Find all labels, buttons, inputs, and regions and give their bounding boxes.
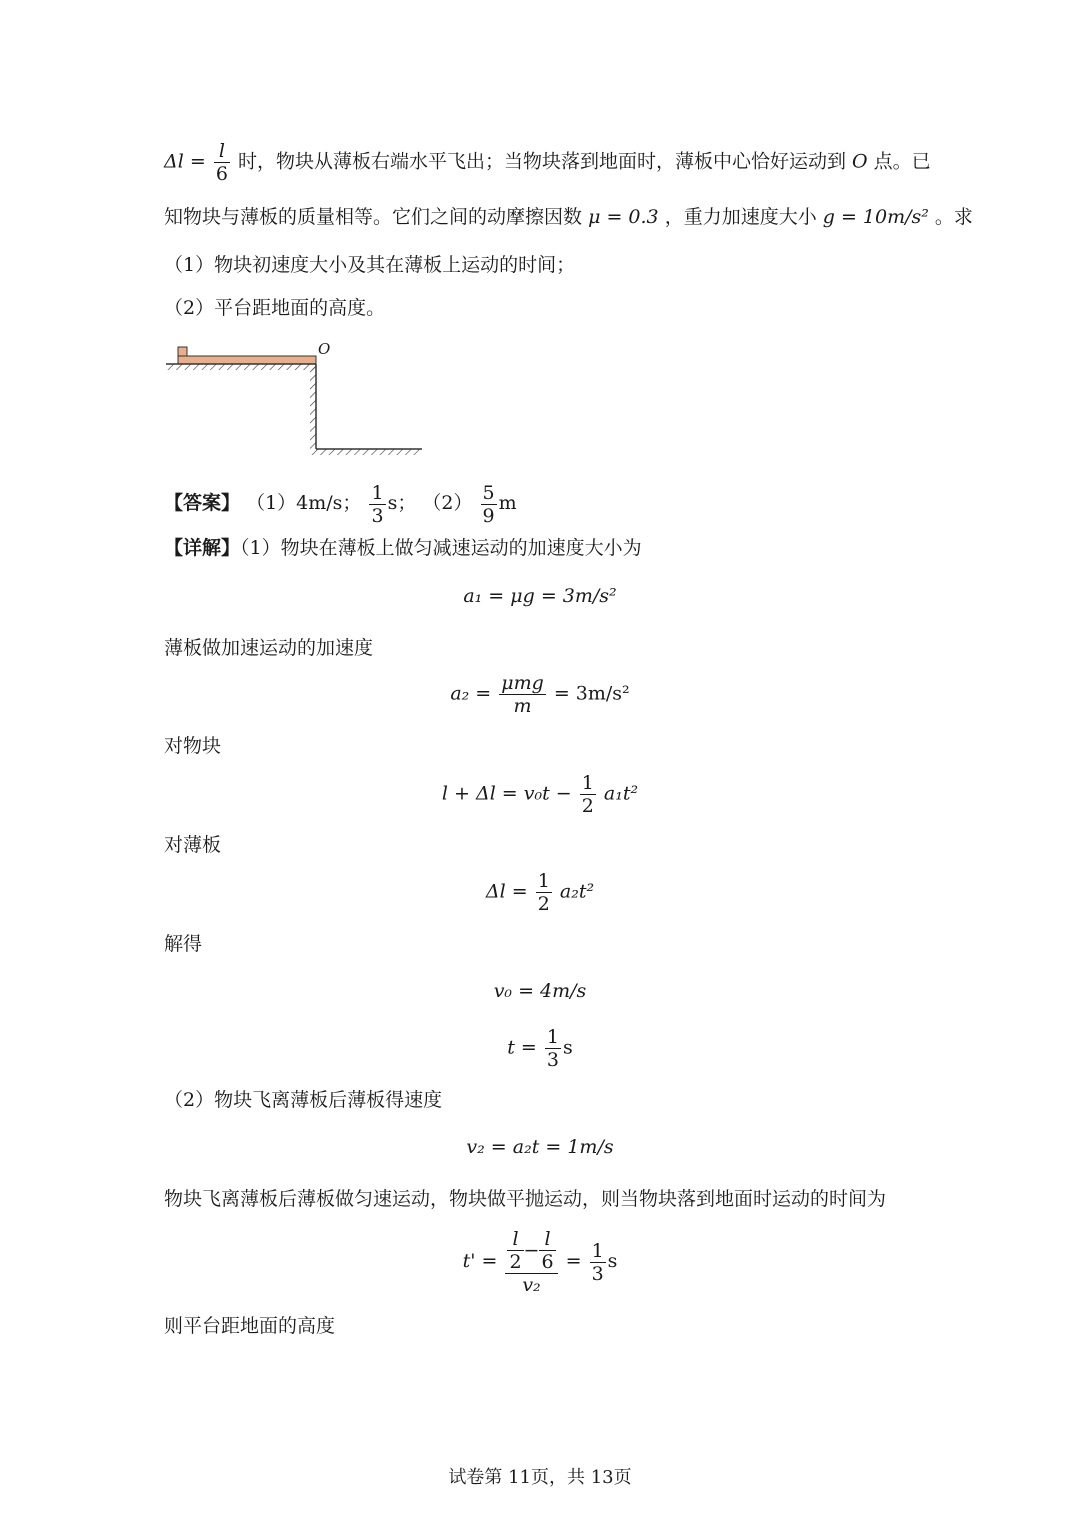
detail-intro: 【详解】（1）物块在薄板上做匀减速运动的加速度大小为 xyxy=(164,537,642,559)
equation-4: Δl = $\frac{1}{2}$ a₂t² xyxy=(485,870,595,915)
text-3: 对物块 xyxy=(164,735,222,757)
text-8: 物块飞离薄板后薄板做匀速运动，物块做平抛运动，则当物块落到地面时运动的时间为 xyxy=(164,1188,887,1210)
delta-l: Δl = xyxy=(164,150,206,173)
equation-1: a₁ = μg = 3m/s² xyxy=(463,585,617,607)
text-2: 薄板做加速运动的加速度 xyxy=(164,637,374,659)
equation-6: t = $\frac{1}{3}$ s xyxy=(507,1026,573,1071)
equation-2: a₂ = $\frac{\text{μmg}}{m}$ = 3m/s² xyxy=(450,672,630,717)
platform-diagram xyxy=(160,335,430,460)
page-footer: 试卷第 11页，共 13页 xyxy=(448,1467,632,1488)
equation-8: t' = $\frac{l}{2}$ − $\frac{l}{6}$ v₂ = $\frac{1}{3}$ s xyxy=(462,1228,618,1296)
answer-fraction-1: $\frac{1}{3}$ xyxy=(371,481,384,527)
equation-3: l + Δl = v₀t − $\frac{1}{2}$ a₁t² xyxy=(441,772,639,817)
fraction-l-over-6: $\frac{l}{6}$ xyxy=(215,140,228,185)
text-4: 对薄板 xyxy=(164,834,222,856)
equation-7: v₂ = a₂t = 1m/s xyxy=(466,1136,614,1158)
platform-hatch xyxy=(166,364,316,370)
plank xyxy=(178,356,316,364)
question-2: （2）平台距地面的高度。 xyxy=(164,297,386,319)
detail-label: 【详解】 xyxy=(164,537,241,559)
ground-hatch xyxy=(310,449,422,455)
answer-fraction-2: $\frac{5}{9}$ xyxy=(482,481,495,527)
intro-line-1: Δl = $\frac{l}{6}$ 时，物块从薄板右端水平飞出；当物块落到地面时，薄板中心恰好运动到 O 点。已 xyxy=(164,140,931,185)
point-o-label: O xyxy=(318,340,331,358)
text-9: 则平台距地面的高度 xyxy=(164,1315,336,1337)
question-1: （1）物块初速度大小及其在薄板上运动的时间； xyxy=(164,254,576,276)
text-7: （2）物块飞离薄板后薄板得速度 xyxy=(164,1089,443,1111)
equation-5: v₀ = 4m/s xyxy=(493,980,587,1002)
answer-line: 【答案】 （1）4m/s； $\frac{1}{3}$ s； （2） $\frac{5}{9}$ m xyxy=(164,481,517,527)
text-5: 解得 xyxy=(164,933,203,955)
answer-label: 【答案】 xyxy=(164,492,241,514)
intro-line-2: 知物块与薄板的质量相等。它们之间的动摩擦因数 μ = 0.3 ，重力加速度大小 g = 10m/s² 。求 xyxy=(164,206,973,228)
wall-hatch xyxy=(310,364,316,449)
